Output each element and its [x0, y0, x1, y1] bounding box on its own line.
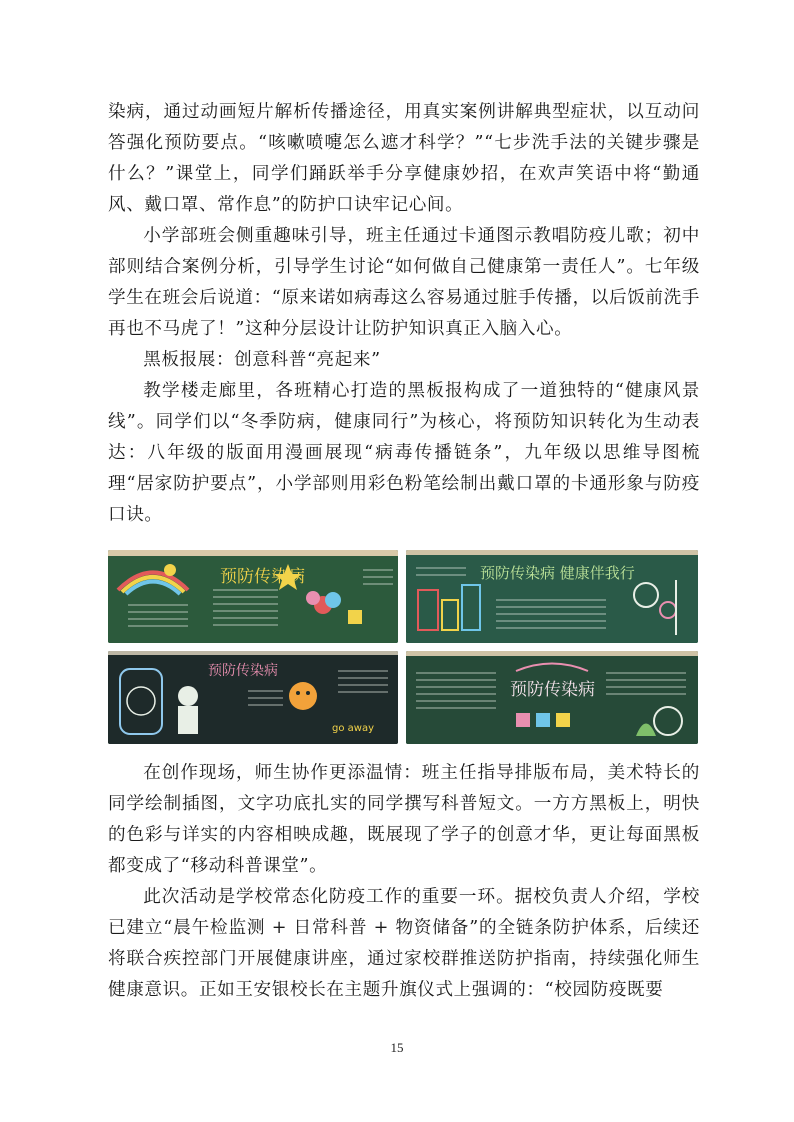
paragraph: 染病，通过动画短片解析传播途径，用真实案例讲解典型症状，以互动问答强化预防要点。“咳嗽喷嚏怎么遮才科学？”“七步洗手法的关键步骤是什么？”课堂上，同学们踊跃举手分享健康妙招，在欢声笑语中将“勤通风、戴口罩、常作息”的防护口诀牢记心间。: [108, 102, 700, 215]
page-number: 15: [390, 1040, 404, 1055]
blackboard-illustration: [108, 550, 398, 643]
blackboard-illustration: [406, 651, 698, 744]
blackboard-photo: [406, 550, 698, 643]
photo-caption: 预防传染病: [208, 663, 278, 679]
blackboard-photo-grid: [108, 550, 698, 744]
section-heading: 黑板报展：创意科普“亮起来”: [143, 350, 381, 370]
paragraph: 此次活动是学校常态化防疫工作的重要一环。据校负责人介绍，学校已建立“晨午检监测 + 日常科普 + 物资储备”的全链条防护体系，后续还将联合疾控部门开展健康讲座，通过家校群推送防护指南，持续强化师生健康意识。正如王安银校长在主题升旗仪式上强调的：“校园防疫既要: [108, 887, 700, 1000]
blackboard-photo: [108, 651, 398, 744]
photo-caption: 预防传染病: [510, 680, 595, 700]
body-text-top: [108, 97, 700, 531]
photo-caption: 预防传染病: [220, 567, 305, 587]
photo-caption: 预防传染病 健康伴我行: [480, 564, 635, 582]
blackboard-photo: [406, 651, 698, 744]
paragraph: 在创作现场，师生协作更添温情：班主任指导排版布局，美术特长的同学绘制插图，文字功底扎实的同学撰写科普短文。一方方黑板上，明快的色彩与详实的内容相映成趣，既展现了学子的创意才华，更让每面黑板都变成了“移动科普课堂”。: [108, 763, 700, 876]
paragraph: 小学部班会侧重趣味引导，班主任通过卡通图示教唱防疫儿歌；初中部则结合案例分析，引导学生讨论“如何做自己健康第一责任人”。七年级学生在班会后说道：“原来诺如病毒这么容易通过脏手传播，以后饭前洗手再也不马虎了！”这种分层设计让防护知识真正入脑入心。: [108, 226, 700, 339]
blackboard-photo: [108, 550, 398, 643]
blackboard-illustration: [406, 550, 698, 643]
paragraph: 教学楼走廊里，各班精心打造的黑板报构成了一道独特的“健康风景线”。同学们以“冬季防病，健康同行”为核心，将预防知识转化为生动表达：八年级的版面用漫画展现“病毒传播链条”，九年级以思维导图梳理“居家防护要点”，小学部则用彩色粉笔绘制出戴口罩的卡通形象与防疫口诀。: [108, 381, 700, 525]
body-text-bottom: [108, 758, 700, 1006]
blackboard-illustration: [108, 651, 398, 744]
photo-caption-extra: go away: [332, 723, 374, 734]
